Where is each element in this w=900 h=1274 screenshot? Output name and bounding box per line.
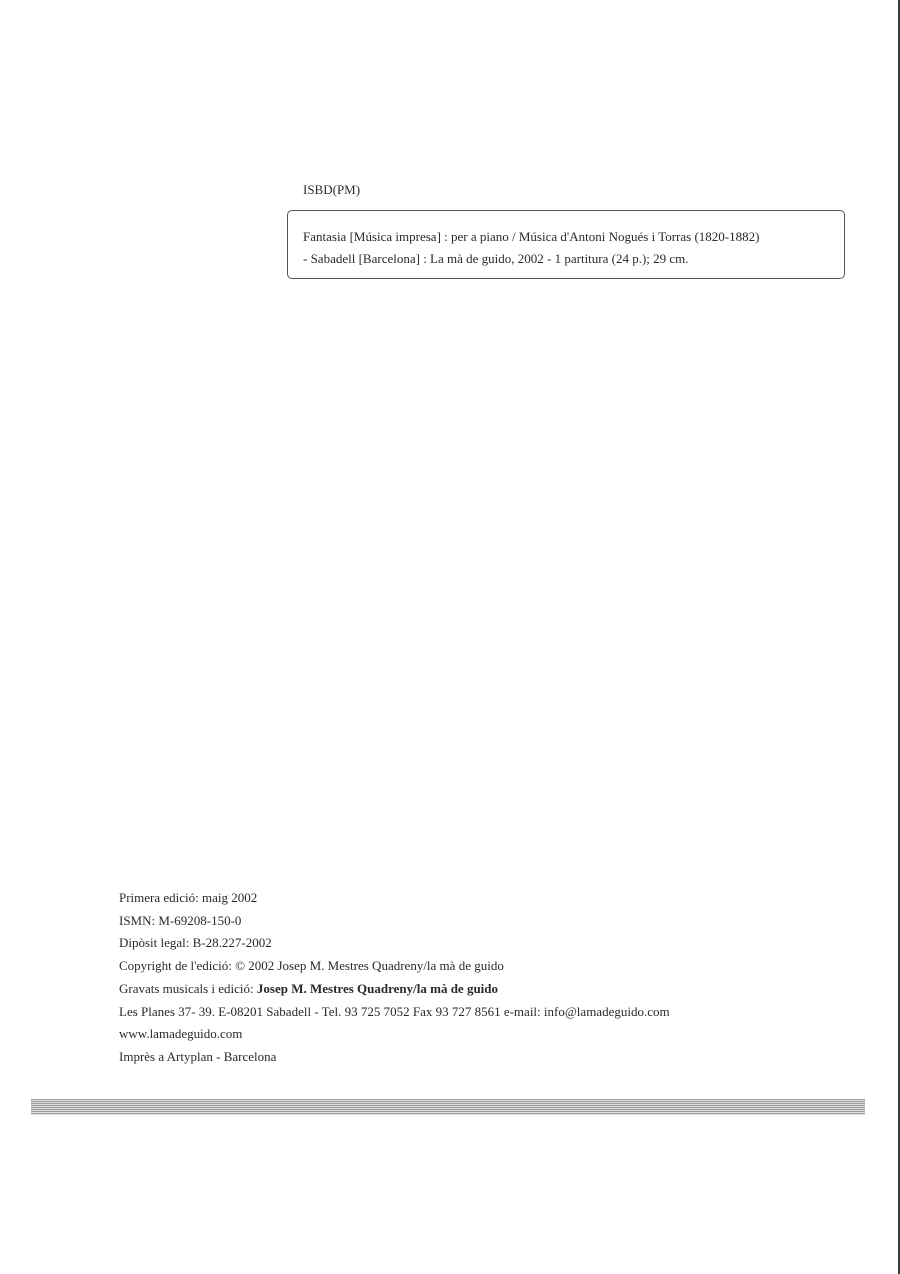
engravings-publisher: Josep M. Mestres Quadreny/la mà de guido (256, 980, 499, 996)
colophon (119, 887, 670, 1069)
isbd-label: ISBD(PM) (303, 182, 361, 197)
address-line: Les Planes 37- 39. E-08201 Sabadell - Tel. 93 725 7052 Fax 93 727 8561 e-mail: info@lamadeguido.com (119, 1003, 670, 1019)
printer-line: Imprès a Artyplan - Barcelona (119, 1048, 277, 1064)
copyright-line: Copyright de l'edició: © 2002 Josep M. Mestres Quadreny/la mà de guido (119, 958, 504, 974)
website-line: www.lamadeguido.com (119, 1026, 243, 1042)
catalog-record-line-2: - Sabadell [Barcelona] : La mà de guido, 2002 - 1 partitura (24 p.); 29 cm. (303, 251, 689, 266)
first-edition-line: Primera edició: maig 2002 (119, 890, 258, 905)
ismn-line: ISMN: M-69208-150-0 (119, 912, 242, 928)
engravings-prefix: Gravats musicals i edició: (119, 980, 257, 996)
catalog-record-line-1: Fantasia [Música impresa] : per a piano / Música d'Antoni Nogués i Torras (1820-1882) (303, 229, 760, 244)
legal-deposit-line: Dipòsit legal: B-28.227-2002 (119, 935, 272, 951)
catalog-record-box (287, 210, 845, 279)
decorative-rule (31, 1099, 865, 1115)
engravings-line (119, 978, 670, 1001)
